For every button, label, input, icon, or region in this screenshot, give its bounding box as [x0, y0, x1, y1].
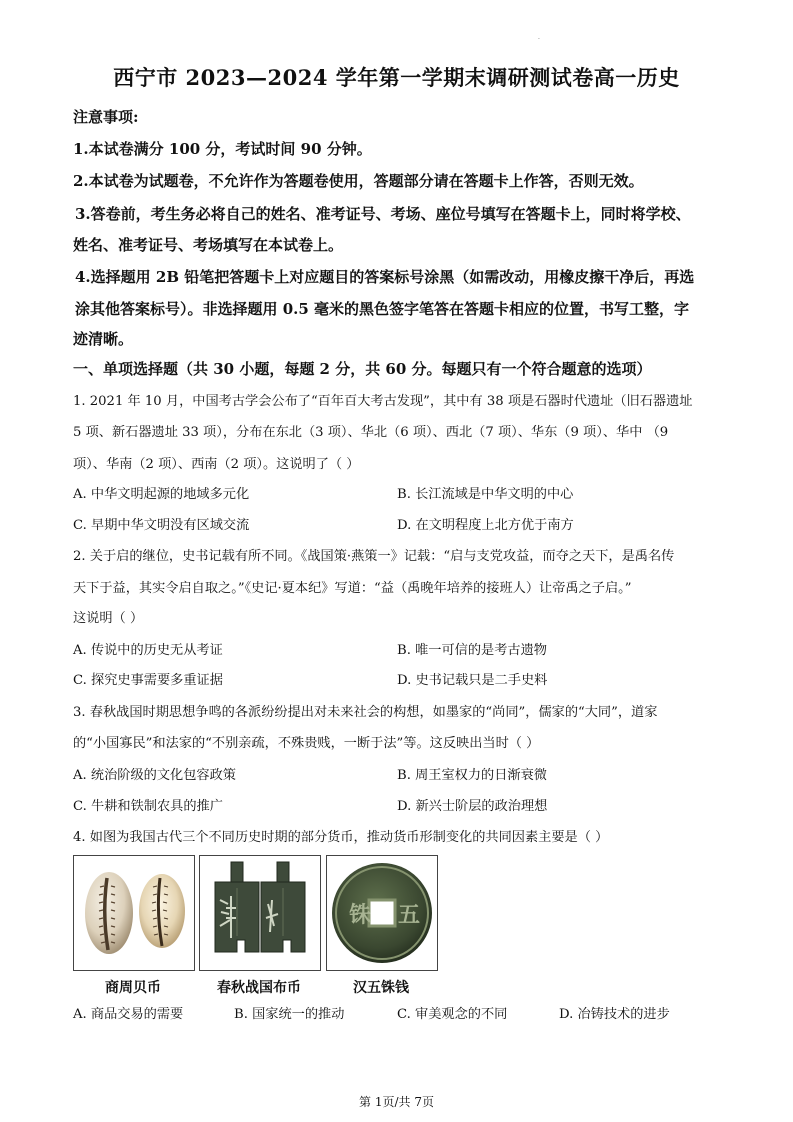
q4-option-d[interactable]: D. 冶铸技术的进步: [559, 1007, 670, 1022]
notice-item-3-cont: 姓名、准考证号、考场填写在本试卷上。: [73, 236, 344, 254]
q1-option-b[interactable]: B. 长江流域是中华文明的中心: [397, 487, 574, 502]
q1-option-c[interactable]: C. 早期中华文明没有区域交流: [73, 518, 250, 533]
caption-wuzhu: 汉五铢钱: [353, 980, 409, 996]
q2-option-a[interactable]: A. 传说中的历史无从考证: [73, 643, 223, 658]
q2-option-c[interactable]: C. 探究史事需要多重证据: [73, 673, 223, 688]
q1-line-1: 1. 2021 年 10 月，中国考古学会公布了“百年百大考古发现”，其中有 38 项是石器时代遗址（旧石器遗址: [73, 394, 693, 409]
notice-item-4: 4.选择题用 2B 铅笔把答题卡上对应题目的答案标号涂黑（如需改动，用橡皮擦干净后，再选: [75, 268, 695, 286]
q4-line-1: 4. 如图为我国古代三个不同历史时期的部分货币，推动货币形制变化的共同因素主要是（ ）: [73, 830, 609, 845]
cowrie-shell-image: [73, 855, 195, 971]
q1-line-3: 项）、华南（2 项）、西南（2 项）。这说明了（ ）: [73, 457, 360, 472]
q3-option-c[interactable]: C. 牛耕和铁制农具的推广: [73, 799, 223, 814]
q4-option-a[interactable]: A. 商品交易的需要: [73, 1007, 184, 1022]
notice-item-4-cont: 涂其他答案标号）。非选择题用 0.5 毫米的黑色签字笔答在答题卡相应的位置，书写工整，字: [75, 300, 690, 318]
coin-char-wu: 五: [398, 902, 421, 928]
wuzhu-coin-image: [326, 855, 438, 971]
coin-char-zhu: 铢: [349, 902, 372, 928]
notice-item-2: 2.本试卷为试题卷，不允许作为答题卷使用，答题部分请在答题卡上作答，否则无效。: [73, 172, 644, 190]
q3-option-d[interactable]: D. 新兴士阶层的政治理想: [397, 799, 548, 814]
page-title: 西宁市 2023—2024 学年第一学期末调研测试卷高一历史: [113, 65, 680, 90]
section-heading: 一、单项选择题（共 30 小题，每题 2 分，共 60 分。每题只有一个符合题意的选项）: [73, 360, 652, 378]
spade-coin-image: [199, 855, 321, 971]
q1-option-d[interactable]: D. 在文明程度上北方优于南方: [397, 518, 574, 533]
q2-option-b[interactable]: B. 唯一可信的是考古遗物: [397, 643, 547, 658]
q2-line-1: 2. 关于启的继位，史书记载有所不同。《战国策·燕策一》记载：“启与支党攻益，而夺之天下，是禹名传: [73, 549, 675, 564]
q2-line-2: 天下于益，其实令启自取之。”《史记·夏本纪》写道：“益（禹晚年培养的接班人）让帝禹之子启。”: [73, 581, 632, 596]
q3-line-2: 的“小国寡民”和法家的“不别亲疏，不殊贵贱，一断于法”等。这反映出当时（ ）: [73, 736, 540, 751]
notice-item-4-end: 迹清晰。: [73, 330, 134, 348]
q1-option-a[interactable]: A. 中华文明起源的地域多元化: [73, 487, 250, 502]
q1-line-2: 5 项、新石器遗址 33 项），分布在东北（3 项）、华北（6 项）、西北（7 项）、华东（9 项）、华中 （9: [73, 425, 669, 440]
notice-item-1: 1.本试卷满分 100 分，考试时间 90 分钟。: [73, 140, 372, 158]
notice-item-3: 3.答卷前，考生务必将自己的姓名、准考证号、考场、座位号填写在答题卡上，同时将学校、: [75, 205, 691, 223]
caption-spade: 春秋战国布币: [217, 980, 301, 996]
q4-option-b[interactable]: B. 国家统一的推动: [234, 1007, 345, 1022]
q2-option-d[interactable]: D. 史书记载只是二手史料: [397, 673, 548, 688]
notice-heading: 注意事项:: [73, 108, 139, 126]
caption-cowrie: 商周贝币: [105, 980, 161, 996]
q4-option-c[interactable]: C. 审美观念的不同: [397, 1007, 508, 1022]
q3-option-a[interactable]: A. 统治阶级的文化包容政策: [73, 768, 236, 783]
q3-option-b[interactable]: B. 周王室权力的日渐衰微: [397, 768, 547, 783]
q3-line-1: 3. 春秋战国时期思想争鸣的各派纷纷提出对未来社会的构想，如墨家的“尚同”，儒家的“大同”，道家: [73, 705, 658, 720]
page-number: 第 1页/共 7页: [359, 1095, 434, 1109]
q2-line-3: 这说明（ ）: [73, 611, 144, 626]
scan-dot: ·: [538, 36, 540, 43]
